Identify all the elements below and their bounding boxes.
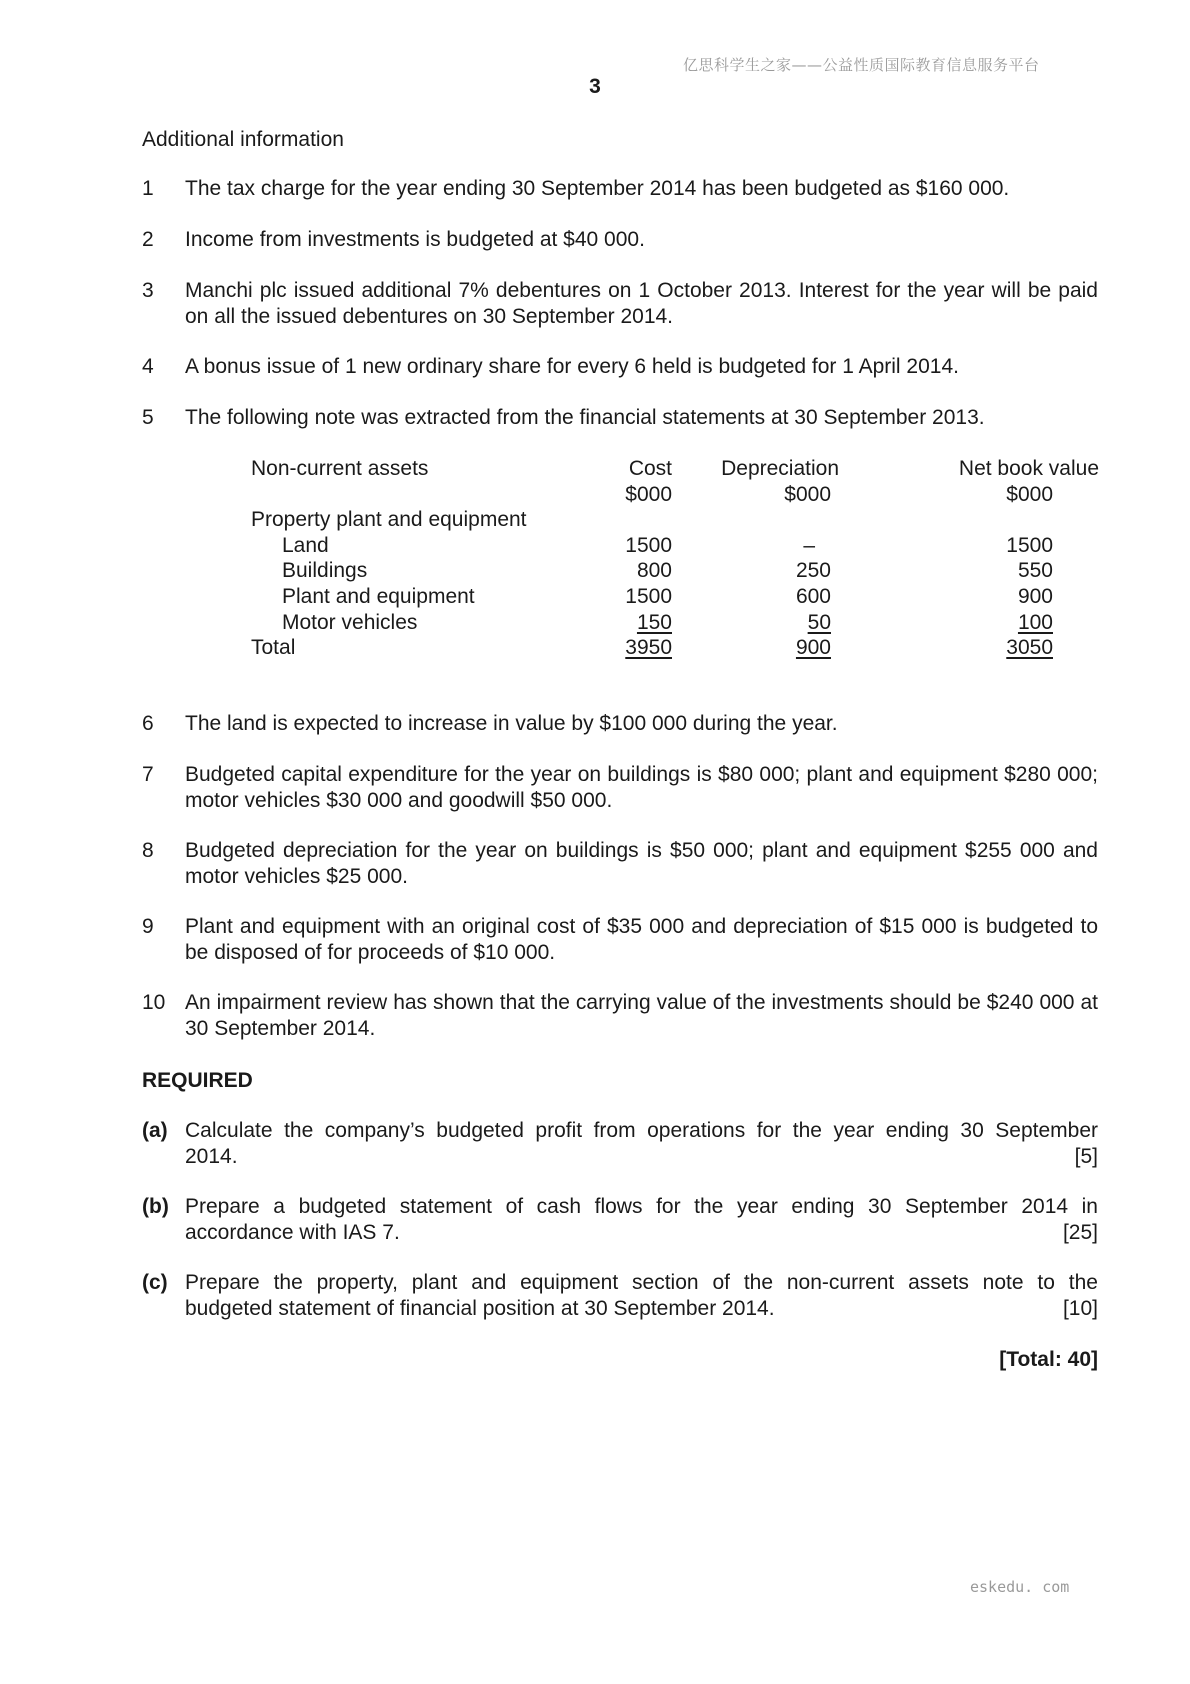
underlined-value: 50 — [807, 610, 831, 634]
question-line: Calculate the company’s budgeted profit from operations for the year ending 30 September — [185, 1119, 1098, 1142]
cell-cost — [592, 610, 672, 636]
underlined-value: 150 — [636, 610, 672, 634]
question-text — [185, 1270, 1098, 1321]
cell-depreciation: 600 — [795, 585, 831, 608]
table-title: Non-current assets — [251, 457, 429, 480]
item-number: 5 — [142, 406, 154, 429]
item-text: Income from investments is budgeted at $40 000. — [185, 228, 645, 251]
unit-cost: $000 — [625, 482, 672, 506]
question-line-last — [185, 1220, 1098, 1246]
info-item-1 — [142, 176, 1098, 202]
question-line-last — [185, 1296, 1098, 1322]
cell-nbv: 1500 — [1006, 533, 1053, 557]
question-label: (a) — [142, 1119, 168, 1142]
section-heading: Additional information — [142, 128, 344, 151]
cell-depreciation: – — [803, 533, 815, 557]
group-label: Property plant and equipment — [251, 508, 527, 532]
item-number: 10 — [142, 991, 166, 1014]
question-text-end: budgeted statement of financial position at 30 September 2014. — [185, 1296, 775, 1320]
item-text: An impairment review has shown that the carrying value of the investments should be $240 000 at 30 September 2014. — [185, 991, 1098, 1040]
info-item-4 — [142, 354, 1098, 380]
question-text — [185, 1118, 1098, 1169]
info-item-5 — [142, 405, 1098, 431]
total-label: Total — [251, 636, 296, 660]
marks: [25] — [1062, 1220, 1098, 1244]
page-number: 3 — [589, 75, 601, 98]
info-item-8 — [142, 838, 1098, 889]
unit-nbv: $000 — [1006, 482, 1053, 506]
row-label: Plant and equipment — [282, 585, 475, 608]
question-text-end: 2014. — [185, 1144, 238, 1168]
unit-depreciation: $000 — [784, 482, 831, 506]
item-text: Budgeted capital expenditure for the year on buildings is $80 000; plant and equipment $280 000; motor vehicles $30 000 and goodwill $50 000. — [185, 763, 1098, 812]
item-text: Budgeted depreciation for the year on buildings is $50 000; plant and equipment $255 000 and motor vehicles $25 000. — [185, 839, 1098, 888]
total-depreciation — [711, 635, 831, 661]
info-item-3 — [142, 278, 1098, 329]
info-item-10 — [142, 990, 1098, 1041]
question-line-last — [185, 1144, 1098, 1170]
row-label: Land — [282, 533, 329, 557]
underlined-value: 3950 — [625, 636, 672, 660]
info-item-9 — [142, 914, 1098, 965]
column-header-depreciation: Depreciation — [721, 457, 839, 480]
item-number: 4 — [142, 355, 154, 378]
question-text-end: accordance with IAS 7. — [185, 1220, 400, 1244]
marks: [10] — [1062, 1296, 1098, 1320]
cell-depreciation: 250 — [795, 559, 831, 583]
item-text: Plant and equipment with an original cost of $35 000 and depreciation of $15 000 is budgeted to be disposed of for proceeds of $10 000. — [185, 915, 1098, 964]
cell-nbv — [899, 610, 1053, 636]
item-text: Manchi plc issued additional 7% debentures on 1 October 2013. Interest for the year will be paid on all the issued debentures on 30 September 2014. — [185, 279, 1098, 328]
info-item-6 — [142, 711, 1098, 737]
cell-cost: 1500 — [625, 585, 672, 608]
row-label: Motor vehicles — [282, 610, 418, 634]
item-number: 6 — [142, 712, 154, 735]
cell-depreciation — [711, 610, 831, 636]
watermark-footer: eskedu. com — [970, 1578, 1070, 1596]
cell-cost: 1500 — [625, 533, 672, 557]
row-label: Buildings — [282, 559, 368, 583]
underlined-value: 100 — [1017, 610, 1053, 634]
cell-cost: 800 — [636, 559, 672, 583]
item-text: The land is expected to increase in value by $100 000 during the year. — [185, 712, 838, 735]
question-a — [142, 1118, 1098, 1169]
column-header-cost: Cost — [628, 457, 672, 480]
required-heading: REQUIRED — [142, 1069, 253, 1092]
question-c — [142, 1270, 1098, 1321]
item-number: 1 — [142, 177, 154, 200]
total-nbv — [899, 635, 1053, 661]
item-number: 2 — [142, 228, 154, 251]
total-cost — [592, 635, 672, 661]
info-item-2 — [142, 227, 1098, 253]
column-header-nbv: Net book value — [958, 457, 1099, 480]
question-label: (b) — [142, 1195, 169, 1218]
item-text: A bonus issue of 1 new ordinary share for every 6 held is budgeted for 1 April 2014. — [185, 355, 959, 378]
cell-nbv: 900 — [1017, 585, 1053, 608]
total-marks: [Total: 40] — [999, 1348, 1098, 1371]
item-number: 8 — [142, 839, 154, 862]
item-number: 9 — [142, 915, 154, 938]
item-number: 7 — [142, 763, 154, 786]
question-line: Prepare the property, plant and equipment section of the non-current assets note to the — [185, 1271, 1098, 1294]
info-item-7 — [142, 762, 1098, 813]
item-text: The following note was extracted from the financial statements at 30 September 2013. — [185, 406, 985, 429]
question-text — [185, 1194, 1098, 1245]
cell-nbv: 550 — [1017, 559, 1053, 583]
item-text: The tax charge for the year ending 30 September 2014 has been budgeted as $160 000. — [185, 177, 1010, 200]
item-number: 3 — [142, 279, 154, 302]
watermark-header: 亿思科学生之家——公益性质国际教育信息服务平台 — [683, 56, 1040, 74]
question-b — [142, 1194, 1098, 1245]
question-line: Prepare a budgeted statement of cash flows for the year ending 30 September 2014 in — [185, 1195, 1098, 1218]
underlined-value: 900 — [795, 636, 831, 660]
question-label: (c) — [142, 1271, 168, 1294]
underlined-value: 3050 — [1006, 636, 1053, 660]
marks: [5] — [1074, 1144, 1098, 1168]
